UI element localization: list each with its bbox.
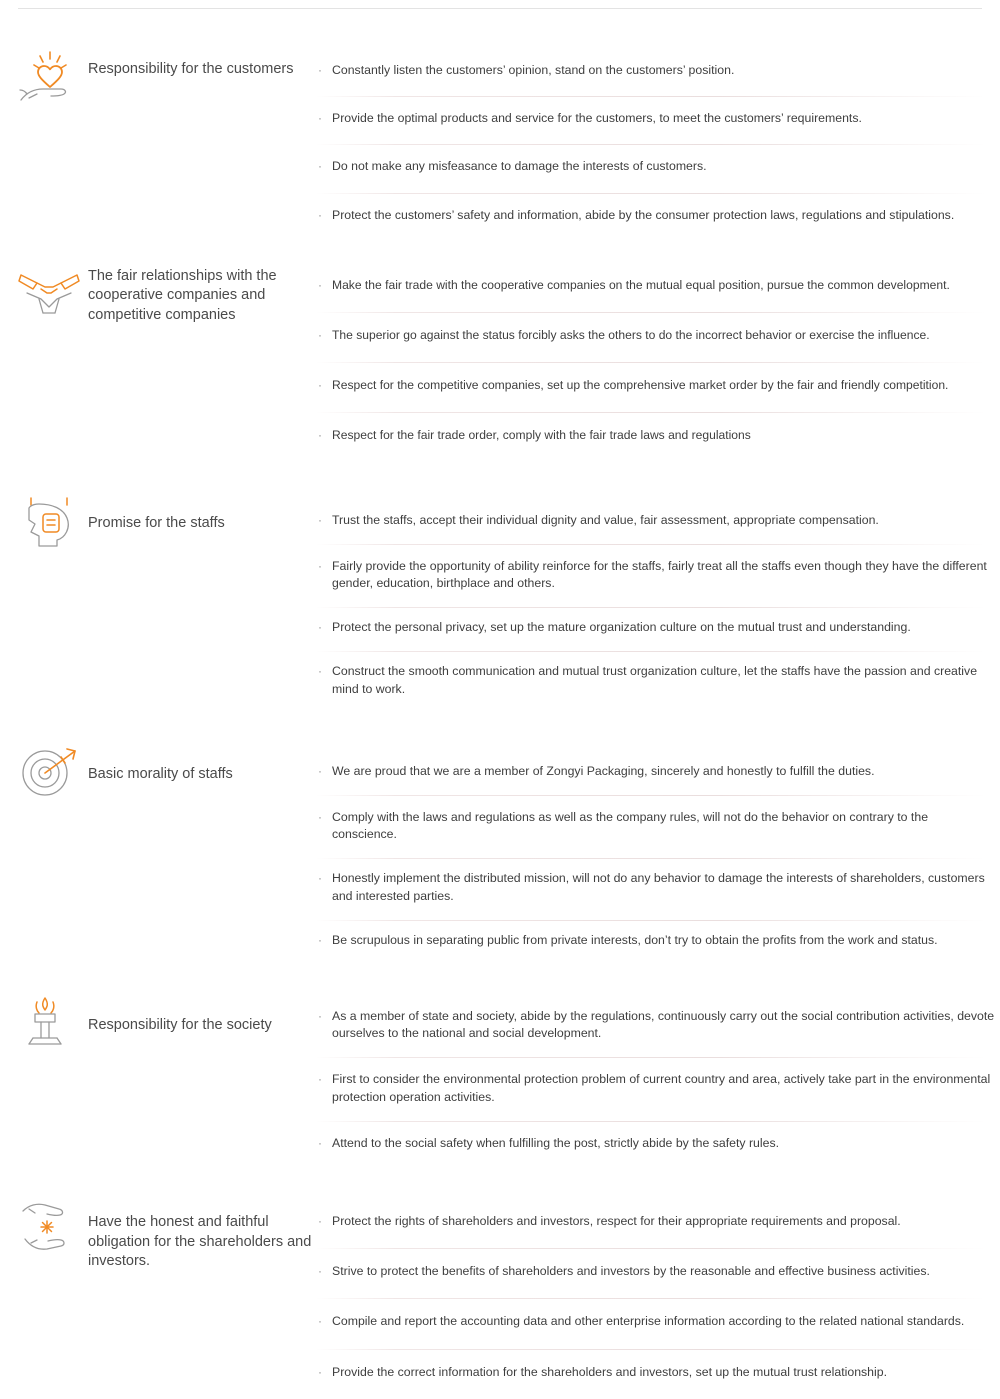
head-gear-idea-icon [17, 494, 81, 552]
section-items [316, 990, 1000, 1167]
list-item [316, 1364, 996, 1381]
list-item-text: Construct the smooth communication and mutual trust organization culture, let the staffs have the passion and creative mind to work. [332, 664, 978, 696]
list-item [316, 377, 996, 394]
item-divider [316, 544, 986, 545]
section-responsibility-society [0, 964, 1000, 1167]
section-title: The fair relationships with the cooperative companies and competitive companies [88, 267, 277, 323]
list-item [316, 1071, 996, 1105]
list-item [316, 427, 996, 444]
list-item [316, 870, 996, 904]
section-shareholders-obligation [0, 1167, 1000, 1399]
list-item [316, 1263, 996, 1280]
list-item-text: Attend to the social safety when fulfilling the post, strictly abide by the safety rules. [332, 1135, 780, 1150]
bullet-marker: · [318, 277, 322, 292]
list-item [316, 277, 996, 294]
list-item [316, 512, 996, 529]
list-item-text: Honestly implement the distributed mission, will not do any behavior to damage the interests of shareholders, customers and interested parties. [332, 871, 985, 903]
list-item [316, 663, 996, 697]
bullet-marker: · [318, 1008, 322, 1023]
item-divider [316, 1057, 986, 1058]
item-divider [316, 1121, 986, 1122]
list-item [316, 932, 996, 949]
list-item [316, 619, 996, 636]
bullet-marker: · [318, 159, 322, 174]
list-item-text: Protect the rights of shareholders and investors, respect for their appropriate requirements and proposal. [332, 1213, 901, 1228]
section-title: Basic morality of staffs [88, 765, 233, 782]
section-title: Have the honest and faithful obligation for the shareholders and investors. [88, 1213, 312, 1270]
list-item [316, 158, 996, 175]
section-icon-cell [10, 265, 88, 323]
section-fair-relationships [0, 241, 1000, 462]
section-basic-morality [0, 713, 1000, 964]
bullet-marker: · [318, 327, 322, 342]
list-item-text: Trust the staffs, accept their individual dignity and value, fair assessment, appropriate compensation. [332, 512, 879, 527]
list-item-text: Do not make any misfeasance to damage the interests of customers. [332, 159, 707, 174]
bullet-marker: · [318, 664, 322, 679]
section-icon-cell [10, 490, 88, 552]
item-divider [316, 96, 986, 97]
list-item [316, 1313, 996, 1330]
list-item [316, 1135, 996, 1152]
bullet-marker: · [318, 1314, 322, 1329]
list-item-text: Fairly provide the opportunity of ability reinforce for the staffs, fairly treat all the staffs even though they have the different gender, education, birthplace and others. [332, 558, 987, 590]
list-item-text: The superior go against the status forcibly asks the others to do the incorrect behavior or exercise the influence. [332, 327, 930, 342]
item-divider [316, 795, 986, 796]
section-promise-staffs [0, 462, 1000, 713]
list-item-text: Protect the customers’ safety and information, abide by the consumer protection laws, regulations and stipulations. [332, 207, 955, 222]
list-item-text: Be scrupulous in separating public from private interests, don’t try to obtain the profits from the work and status. [332, 932, 938, 947]
bullet-marker: · [318, 871, 322, 886]
hand-holding-heart-icon [17, 48, 81, 106]
list-item-text: Constantly listen the customers’ opinion, stand on the customers’ position. [332, 63, 735, 77]
list-item-text: We are proud that we are a member of Zongyi Packaging, sincerely and honestly to fulfill the duties. [332, 763, 875, 778]
top-divider [18, 8, 982, 9]
bullet-marker: · [318, 207, 322, 222]
bullet-marker: · [318, 377, 322, 392]
bullet-marker: · [318, 111, 322, 126]
item-divider [316, 607, 986, 608]
list-item-text: Protect the personal privacy, set up the mature organization culture on the mutual trust and understanding. [332, 620, 911, 635]
item-divider [316, 920, 986, 921]
item-divider [316, 193, 986, 194]
list-item-text: Respect for the competitive companies, set up the comprehensive market order by the fair and friendly competition. [332, 377, 949, 392]
item-divider [316, 412, 986, 413]
bullet-marker: · [318, 1072, 322, 1087]
bullet-marker: · [318, 427, 322, 442]
list-item-text: Compile and report the accounting data and other enterprise information according to the related national standards. [332, 1314, 965, 1329]
bullet-marker: · [318, 620, 322, 635]
bullet-marker: · [318, 512, 322, 527]
section-items [316, 44, 1000, 241]
bullet-marker: · [318, 558, 322, 573]
list-item-text: Provide the optimal products and service for the customers, to meet the customers’ requirements. [332, 111, 862, 126]
bullet-marker: · [318, 809, 322, 824]
section-items [316, 265, 1000, 462]
section-title: Promise for the staffs [88, 514, 225, 531]
section-responsibility-customers [0, 0, 1000, 241]
list-item-text: Provide the correct information for the shareholders and investors, set up the mutual trust relationship. [332, 1364, 888, 1379]
item-divider [316, 1349, 986, 1350]
hands-shine-icon [17, 1197, 81, 1257]
section-icon-cell [10, 990, 88, 1050]
list-item [316, 809, 996, 843]
section-items [316, 1193, 1000, 1399]
list-item-text: Make the fair trade with the cooperative companies on the mutual equal position, pursue the common development. [332, 277, 950, 292]
item-divider [316, 312, 986, 313]
bullet-marker: · [318, 763, 322, 778]
target-arrow-icon [17, 745, 81, 801]
section-items [316, 741, 1000, 964]
bullet-marker: · [318, 1264, 322, 1279]
list-item [316, 1213, 996, 1230]
list-item [316, 558, 996, 592]
section-title: Responsibility for the customers [88, 61, 294, 77]
list-item [316, 62, 996, 79]
bullet-marker: · [318, 932, 322, 947]
list-item [316, 763, 996, 780]
item-divider [316, 1248, 986, 1249]
list-item-text: Strive to protect the benefits of shareholders and investors by the reasonable and effective business activities. [332, 1264, 930, 1279]
list-item-text: Respect for the fair trade order, comply with the fair trade laws and regulations [332, 427, 751, 442]
section-icon-cell [10, 1193, 88, 1257]
bullet-marker: · [318, 63, 322, 77]
section-items [316, 490, 1000, 713]
list-item [316, 110, 996, 127]
list-item [316, 1008, 996, 1042]
item-divider [316, 1298, 986, 1299]
item-divider [316, 362, 986, 363]
torch-flame-icon [17, 994, 81, 1050]
item-divider [316, 858, 986, 859]
item-divider [316, 144, 986, 145]
item-divider [316, 651, 986, 652]
bullet-marker: · [318, 1213, 322, 1228]
list-item-text: Comply with the laws and regulations as well as the company rules, will not do the behavior on contrary to the conscience. [332, 809, 929, 842]
list-item-text: First to consider the environmental protection problem of current country and area, actively take part in the environmental protection operation activities. [332, 1072, 991, 1104]
section-icon-cell [10, 741, 88, 801]
list-item-text: As a member of state and society, abide by the regulations, continuously carry out the social contribution activities, devote ourselves to the national and social development. [332, 1008, 995, 1041]
bullet-marker: · [318, 1364, 322, 1379]
list-item [316, 207, 996, 224]
list-item [316, 327, 996, 344]
bullet-marker: · [318, 1135, 322, 1150]
handshake-icon [17, 269, 81, 323]
section-title: Responsibility for the society [88, 1016, 272, 1033]
section-icon-cell [10, 44, 88, 106]
